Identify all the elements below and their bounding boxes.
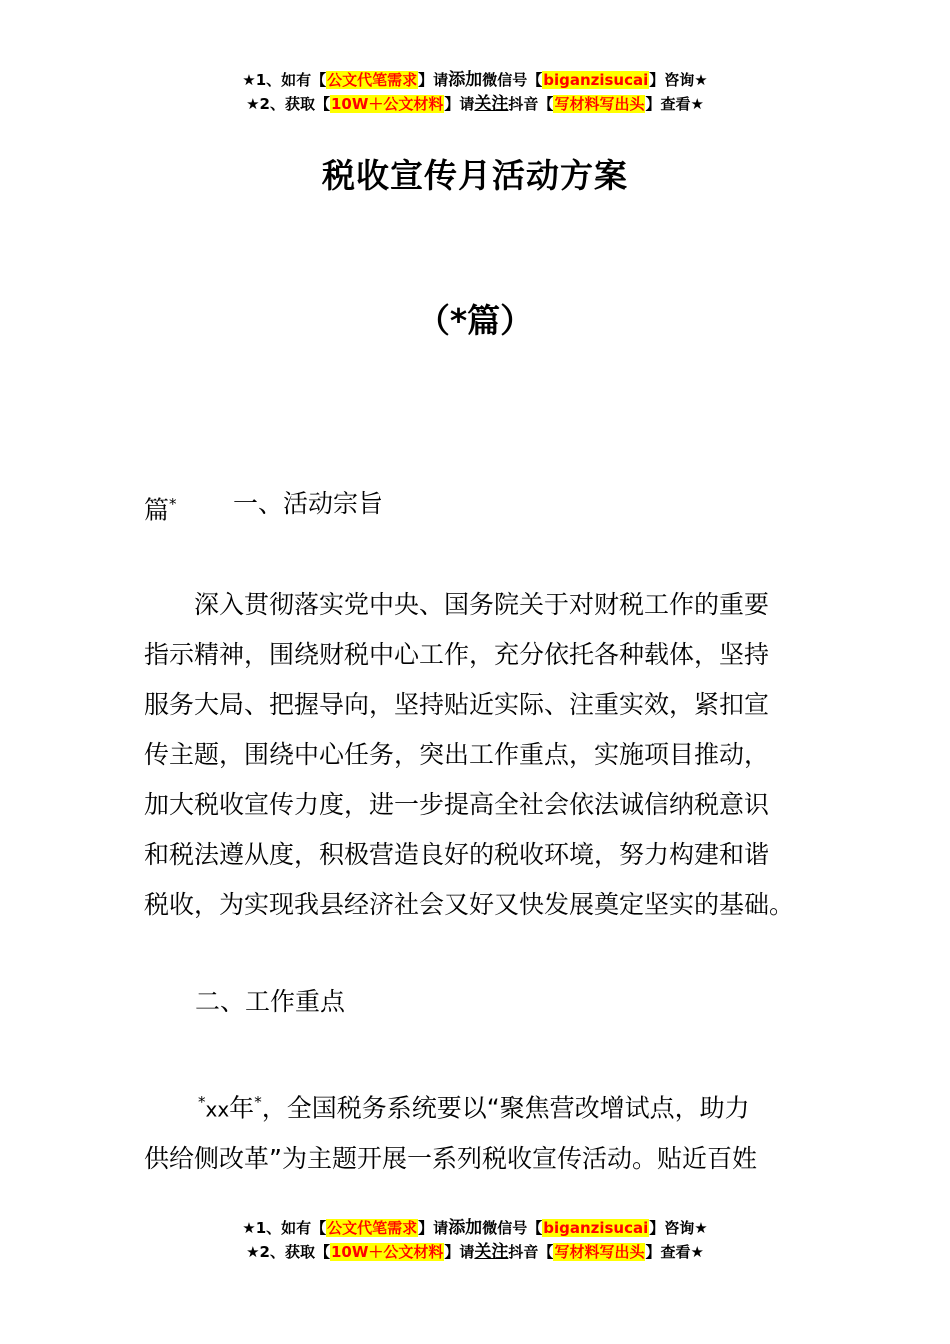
promo-highlight: 10W＋公文材料 (330, 95, 444, 113)
promo-text: ★1、如有【 (242, 1219, 327, 1237)
promo-banner-top (0, 68, 950, 116)
promo-text: 抖音【 (508, 1243, 554, 1261)
paragraph-line (144, 1077, 814, 1134)
paragraph-2 (144, 1077, 814, 1184)
promo-emphasis: 添加 (448, 1218, 483, 1238)
document-title: 税收宣传月活动方案 (322, 156, 628, 195)
promo-highlight: biganzisucai (543, 1219, 649, 1237)
paragraph-1 (144, 580, 814, 930)
paragraph-line: 供给侧改革”为主题开展一系列税收宣传活动。贴近百姓 (144, 1144, 757, 1174)
paragraph-year-placeholder: xx (205, 1097, 230, 1122)
promo-highlight: 写材料写出头 (554, 95, 645, 113)
promo-text: 】咨询★ (649, 1219, 708, 1237)
promo-highlight: 10W＋公文材料 (330, 1243, 444, 1261)
paragraph-line: 加大税收宣传力度，进一步提高全社会依法诚信纳税意识 (144, 790, 770, 819)
section-prefix-mark: * (169, 495, 177, 513)
promo-line-2 (0, 1240, 950, 1264)
promo-text: 】查看★ (645, 1243, 704, 1261)
section-prefix-text: 篇 (144, 495, 170, 525)
promo-text: 微信号【 (482, 1219, 543, 1237)
paragraph-mark: * (254, 1093, 262, 1111)
promo-text: 】请 (444, 1243, 475, 1261)
promo-text: 】咨询★ (649, 71, 708, 89)
promo-highlight: 写材料写出头 (554, 1243, 645, 1261)
promo-text: 微信号【 (482, 71, 543, 89)
promo-highlight: 公文代笔需求 (327, 1219, 418, 1237)
paragraph-line: 指示精神，围绕财税中心工作，充分依托各种载体，坚持 (144, 640, 770, 669)
promo-banner-bottom (0, 1216, 950, 1264)
promo-text: 】查看★ (645, 95, 704, 113)
paragraph-line: 深入贯彻落实党中央、国务院关于对财税工作的重要 (194, 590, 770, 619)
promo-text: 】请 (418, 71, 449, 89)
promo-highlight: biganzisucai (543, 71, 649, 89)
promo-text: ★2、获取【 (246, 1243, 330, 1261)
paragraph-year: 年 (229, 1093, 255, 1123)
promo-text: 抖音【 (508, 95, 554, 113)
promo-emphasis: 关注 (474, 1242, 509, 1262)
promo-text: 】请 (444, 95, 475, 113)
paragraph-line: 税收，为实现我县经济社会又好又快发展奠定坚实的基础。 (144, 890, 795, 919)
promo-emphasis: 添加 (448, 70, 483, 90)
document-subtitle: （*篇） (416, 301, 534, 340)
promo-line-1 (0, 1216, 950, 1240)
paragraph-line: 服务大局、把握导向，坚持贴近实际、注重实效，紧扣宣 (144, 690, 770, 719)
promo-line-2 (0, 92, 950, 116)
promo-text: ★1、如有【 (242, 71, 327, 89)
section-heading-1: 一、活动宗旨 (233, 489, 384, 518)
section-heading-2: 二、工作重点 (195, 987, 346, 1016)
paragraph-mark: * (198, 1093, 206, 1111)
promo-emphasis: 关注 (474, 94, 509, 114)
promo-highlight: 公文代笔需求 (327, 71, 418, 89)
promo-line-1 (0, 68, 950, 92)
paragraph-line: 传主题，围绕中心任务，突出工作重点，实施项目推动， (144, 740, 770, 769)
section-prefix (144, 486, 177, 528)
paragraph-text: ，全国税务系统要以“聚焦营改增试点，助力 (261, 1093, 750, 1123)
paragraph-line: 和税法遵从度，积极营造良好的税收环境，努力构建和谐 (144, 840, 770, 869)
promo-text: ★2、获取【 (246, 95, 330, 113)
promo-text: 】请 (418, 1219, 449, 1237)
